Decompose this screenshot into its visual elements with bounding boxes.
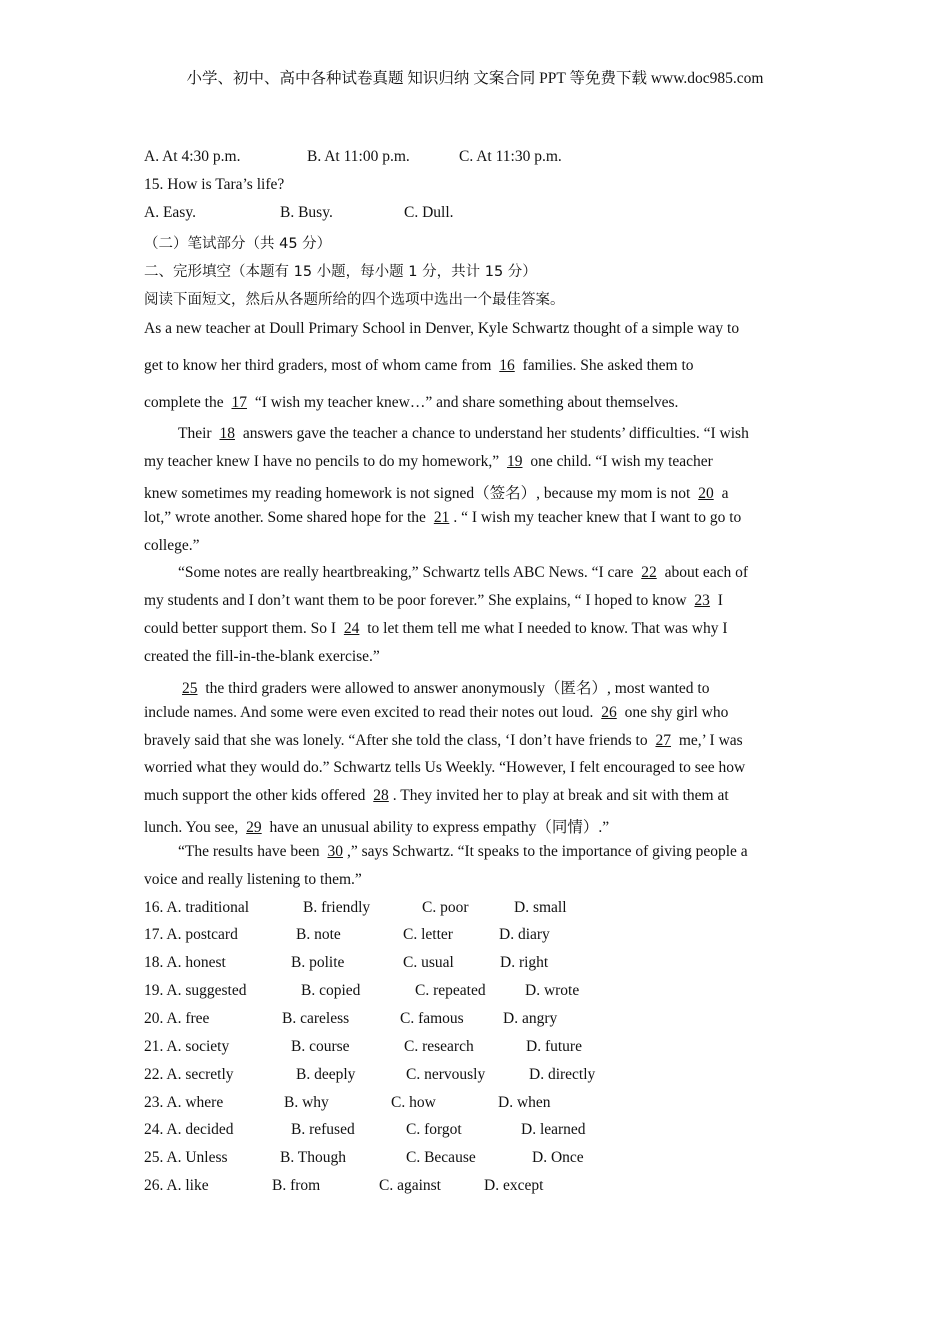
option-b: B. course <box>291 1038 350 1055</box>
passage-line: “Some notes are really heartbreaking,” Schwartz tells ABC News. “I care 22 about each of <box>178 564 749 581</box>
option-c: C. against <box>379 1177 441 1194</box>
blank-29: 29 <box>246 819 262 836</box>
option-c: C. research <box>404 1038 474 1055</box>
blank-20: 20 <box>698 485 714 502</box>
q14-option-a: A. At 4:30 p.m. <box>144 148 241 165</box>
option-c: C. usual <box>403 954 454 971</box>
option-a: 24. A. decided <box>144 1121 234 1138</box>
passage-line: voice and really listening to them.” <box>144 871 362 888</box>
section-cloze-title: 二、完形填空（本题有 15 小题，每小题 1 分，共计 15 分） <box>144 264 537 280</box>
passage-line: lunch. You see, 29 have an unusual ability to express empathy（同情）.” <box>144 819 610 836</box>
passage-line: my students and I don’t want them to be poor forever.” She explains, “ I hoped to know 23 I <box>144 592 723 609</box>
blank-25: 25 <box>182 680 198 697</box>
option-b: B. friendly <box>303 899 371 916</box>
option-a: 18. A. honest <box>144 954 226 971</box>
option-a: 19. A. suggested <box>144 982 247 999</box>
option-a: 26. A. like <box>144 1177 209 1194</box>
option-d: D. except <box>484 1177 544 1194</box>
passage-line: complete the 17 “I wish my teacher knew…” and share something about themselves. <box>144 394 679 411</box>
option-a: 17. A. postcard <box>144 926 238 943</box>
option-d: D. right <box>500 954 549 971</box>
blank-18: 18 <box>219 425 235 442</box>
passage-line: created the fill-in-the-blank exercise.” <box>144 648 380 665</box>
option-c: C. forgot <box>406 1121 462 1138</box>
blank-30: 30 <box>327 843 343 860</box>
option-b: B. note <box>296 926 341 943</box>
option-d: D. wrote <box>525 982 580 999</box>
option-c: C. poor <box>422 899 469 916</box>
blank-21: 21 <box>433 509 450 526</box>
passage-line: worried what they would do.” Schwartz tells Us Weekly. “However, I felt encouraged to see how <box>144 759 746 776</box>
option-a: 20. A. free <box>144 1010 210 1027</box>
passage-line: could better support them. So I 24 to let them tell me what I needed to know. That was why I <box>144 620 728 637</box>
option-a: 25. A. Unless <box>144 1149 228 1166</box>
blank-16: 16 <box>499 357 515 374</box>
passage-line: “The results have been 30 ,” says Schwartz. “It speaks to the importance of giving people a <box>178 843 748 860</box>
option-a: 16. A. traditional <box>144 899 250 916</box>
passage-line: get to know her third graders, most of whom came from 16 families. She asked them to <box>144 357 694 374</box>
blank-26: 26 <box>601 704 617 721</box>
passage-line: my teacher knew I have no pencils to do my homework,” 19 one child. “I wish my teacher <box>144 453 713 470</box>
q14-option-b: B. At 11:00 p.m. <box>307 148 410 165</box>
passage-line: lot,” wrote another. Some shared hope for the 21 . “ I wish my teacher knew that I want to go to <box>144 509 742 526</box>
option-b: B. Though <box>280 1149 347 1166</box>
passage-line: bravely said that she was lonely. “After she told the class, ‘I don’t have friends to 27 me,’ I was <box>144 732 743 749</box>
option-c: C. famous <box>400 1010 464 1027</box>
option-d: D. future <box>526 1038 582 1055</box>
blank-27: 27 <box>655 732 671 749</box>
option-c: C. repeated <box>415 982 486 999</box>
option-b: B. deeply <box>296 1066 356 1083</box>
option-b: B. copied <box>301 982 361 999</box>
option-b: B. careless <box>282 1010 350 1027</box>
cloze-instruction: 阅读下面短文，然后从各题所给的四个选项中选出一个最佳答案。 <box>144 292 565 308</box>
passage-line: knew sometimes my reading homework is not signed（签名）, because my mom is not 20 a <box>144 485 729 502</box>
option-d: D. diary <box>499 926 550 943</box>
q15-option-c: C. Dull. <box>404 204 454 221</box>
blank-23: 23 <box>694 592 710 609</box>
q15-question: 15. How is Tara’s life? <box>144 176 285 193</box>
option-c: C. how <box>391 1094 436 1111</box>
option-d: D. when <box>498 1094 551 1111</box>
passage-line: include names. And some were even excited to read their notes out loud. 26 one shy girl who <box>144 704 729 721</box>
option-a: 22. A. secretly <box>144 1066 234 1083</box>
option-a: 21. A. society <box>144 1038 230 1055</box>
option-d: D. angry <box>503 1010 558 1027</box>
option-d: D. learned <box>521 1121 586 1138</box>
option-b: B. refused <box>291 1121 355 1138</box>
blank-17: 17 <box>231 394 247 411</box>
passage-line: 25 the third graders were allowed to answer anonymously（匿名）, most wanted to <box>178 676 709 698</box>
section-written-title: （二）笔试部分（共 45 分） <box>144 236 332 252</box>
option-c: C. Because <box>406 1149 476 1166</box>
blank-19: 19 <box>506 453 523 470</box>
option-b: B. why <box>284 1094 329 1111</box>
option-b: B. polite <box>291 954 345 971</box>
option-d: D. small <box>514 899 567 916</box>
passage-line: Their 18 answers gave the teacher a chance to understand her students’ difficulties. “I wish <box>178 425 749 442</box>
q14-option-c: C. At 11:30 p.m. <box>459 148 562 165</box>
passage-line: As a new teacher at Doull Primary School in Denver, Kyle Schwartz thought of a simple way to <box>144 320 740 337</box>
option-d: D. Once <box>532 1149 584 1166</box>
blank-24: 24 <box>343 620 360 637</box>
option-c: C. nervously <box>406 1066 486 1083</box>
blank-22: 22 <box>641 564 657 581</box>
blank-28: 28 <box>373 787 389 804</box>
page-header: 小学、初中、高中各种试卷真题 知识归纳 文案合同 PPT 等免费下载 www.doc985.com <box>186 70 764 87</box>
option-a: 23. A. where <box>144 1094 224 1111</box>
passage-line: college.” <box>144 537 200 554</box>
q15-option-b: B. Busy. <box>280 204 333 221</box>
option-b: B. from <box>272 1177 321 1194</box>
option-d: D. directly <box>529 1066 596 1083</box>
option-c: C. letter <box>403 926 453 943</box>
passage-line: much support the other kids offered 28 . They invited her to play at break and sit with them at <box>144 787 729 804</box>
q15-option-a: A. Easy. <box>144 204 196 221</box>
